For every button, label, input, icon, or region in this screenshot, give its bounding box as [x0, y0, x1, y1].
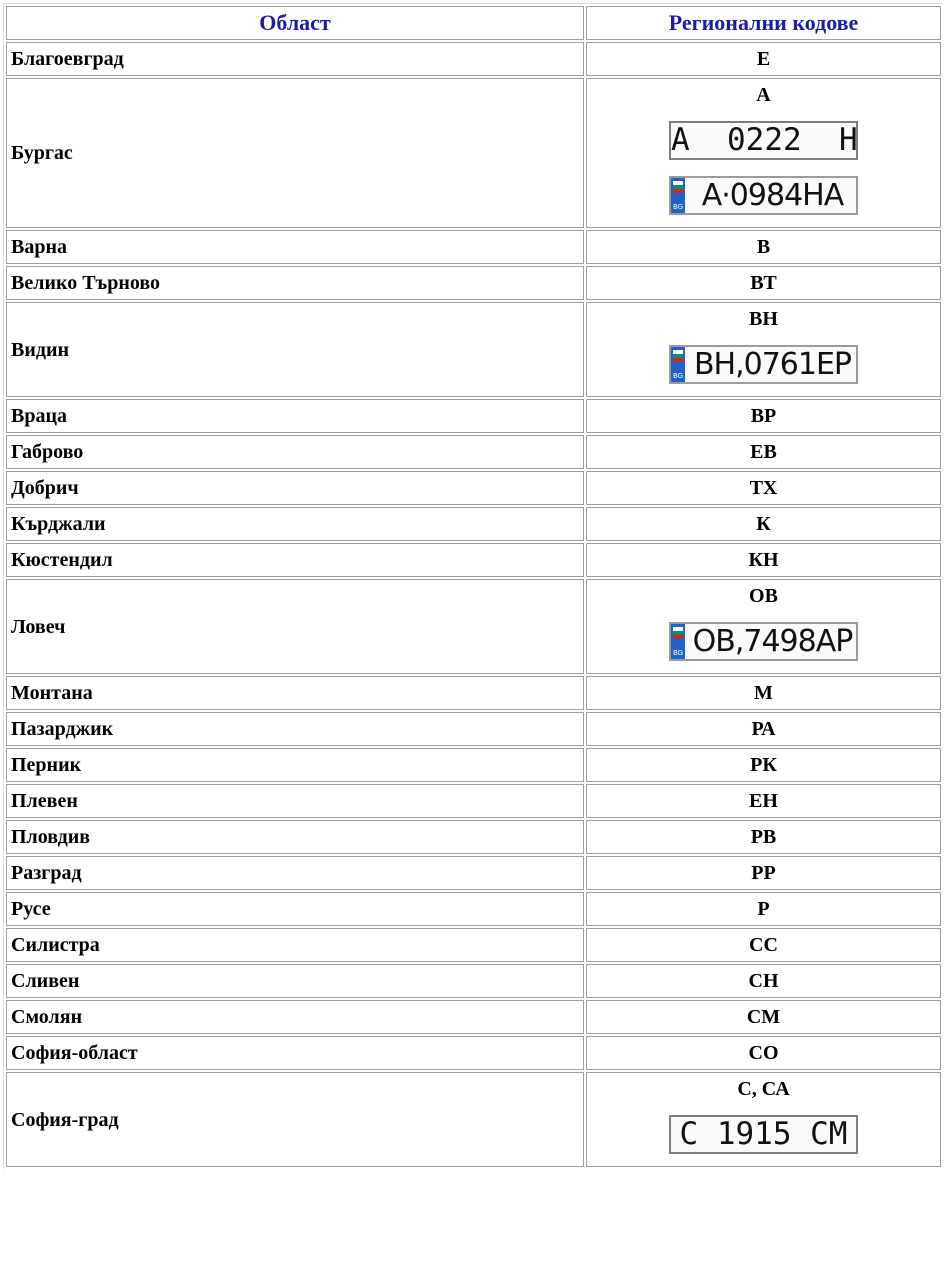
eu-license-plate: [669, 345, 858, 384]
region-header: Област: [6, 6, 584, 40]
region-code: СН: [748, 970, 779, 992]
region-code-cell: [586, 266, 941, 300]
region-name: Ловеч: [6, 579, 584, 674]
region-code-cell: [586, 471, 941, 505]
plate-examples: [591, 612, 936, 673]
region-name: Перник: [6, 748, 584, 782]
region-code: Р: [757, 898, 770, 920]
region-code-cell: [586, 784, 941, 818]
region-code-cell: [586, 748, 941, 782]
region-name: Монтана: [6, 676, 584, 710]
region-code-cell: [586, 302, 941, 397]
region-code-cell: [586, 856, 941, 890]
region-name: Враца: [6, 399, 584, 433]
region-code: ЕН: [749, 790, 778, 812]
region-code: ВР: [750, 405, 777, 427]
table-row: [6, 1036, 941, 1070]
table-row: [6, 856, 941, 890]
region-code-cell: [586, 892, 941, 926]
region-code-cell: [586, 230, 941, 264]
table-row: [6, 712, 941, 746]
region-code-cell: [586, 964, 941, 998]
region-name: Сливен: [6, 964, 584, 998]
table-row: [6, 579, 941, 674]
region-code: К: [756, 513, 771, 535]
table-row: [6, 1000, 941, 1034]
table-row: [6, 964, 941, 998]
region-code: ОВ: [749, 585, 778, 607]
region-code-cell: [586, 507, 941, 541]
region-code: А: [756, 84, 771, 106]
region-name: Плевен: [6, 784, 584, 818]
country-code-label: BG: [672, 203, 684, 211]
header-row: [6, 6, 941, 40]
region-code: С, СА: [737, 1078, 790, 1100]
plate-examples: [591, 1105, 936, 1166]
region-name: Смолян: [6, 1000, 584, 1034]
table-row: [6, 928, 941, 962]
region-code: СО: [748, 1042, 779, 1064]
region-code: Е: [756, 48, 771, 70]
region-code-cell: [586, 78, 941, 228]
country-code-label: BG: [672, 372, 684, 380]
region-name: София-област: [6, 1036, 584, 1070]
region-code: ЕВ: [750, 441, 777, 463]
region-codes-table: [3, 3, 943, 1169]
table-row: [6, 820, 941, 854]
plate-number: OB,7498AP: [692, 624, 853, 659]
page: [3, 3, 943, 1169]
table-row: [6, 399, 941, 433]
region-name: Бургас: [6, 78, 584, 228]
country-code-label: BG: [672, 649, 684, 657]
table-row: [6, 266, 941, 300]
region-code-cell: [586, 435, 941, 469]
region-code-cell: [586, 676, 941, 710]
table-row: [6, 78, 941, 228]
region-name: Силистра: [6, 928, 584, 962]
plate-examples: [591, 335, 936, 396]
table-row: [6, 507, 941, 541]
region-code-cell: [586, 1072, 941, 1167]
bulgarian-flag-icon: [673, 181, 683, 193]
region-name: Велико Търново: [6, 266, 584, 300]
region-code: КН: [748, 549, 779, 571]
table-body: [6, 42, 941, 1167]
table-row: [6, 1072, 941, 1167]
region-code: ВТ: [750, 272, 777, 294]
eu-band: [671, 624, 685, 659]
table-row: [6, 543, 941, 577]
region-name: Пазарджик: [6, 712, 584, 746]
eu-band: [671, 347, 685, 382]
region-code: РВ: [750, 826, 777, 848]
region-code: РР: [751, 862, 776, 884]
region-name: Варна: [6, 230, 584, 264]
region-code-cell: [586, 42, 941, 76]
bulgarian-flag-icon: [673, 627, 683, 639]
table-row: [6, 302, 941, 397]
region-code: ТХ: [749, 477, 778, 499]
region-name: Разград: [6, 856, 584, 890]
region-code: М: [754, 682, 773, 704]
bulgarian-flag-icon: [673, 350, 683, 362]
region-code: СМ: [746, 1006, 781, 1028]
region-code-cell: [586, 712, 941, 746]
region-name: Пловдив: [6, 820, 584, 854]
region-code-cell: [586, 399, 941, 433]
region-code-cell: [586, 1036, 941, 1070]
region-code: РА: [751, 718, 776, 740]
region-code-cell: [586, 928, 941, 962]
license-plate: [669, 1115, 858, 1154]
region-code: В: [756, 236, 771, 258]
plate-number: C 1915 CM: [679, 1116, 848, 1152]
plate-number: A 0222 H: [671, 122, 858, 158]
region-code: РК: [750, 754, 777, 776]
license-plate: [669, 121, 858, 160]
region-code-cell: [586, 579, 941, 674]
table-row: [6, 435, 941, 469]
table-row: [6, 892, 941, 926]
plate-examples: [591, 111, 936, 227]
table-row: [6, 784, 941, 818]
table-row: [6, 42, 941, 76]
region-code-cell: [586, 1000, 941, 1034]
codes-header: Регионални кодове: [586, 6, 941, 40]
eu-license-plate: [669, 622, 858, 661]
plate-number: BH,0761EP: [693, 347, 852, 382]
region-name: София-град: [6, 1072, 584, 1167]
region-name: Русе: [6, 892, 584, 926]
region-name: Добрич: [6, 471, 584, 505]
region-code: СС: [749, 934, 778, 956]
eu-band: [671, 178, 685, 213]
region-name: Благоевград: [6, 42, 584, 76]
region-code: ВН: [749, 308, 778, 330]
region-code-cell: [586, 820, 941, 854]
region-name: Габрово: [6, 435, 584, 469]
region-name: Кюстендил: [6, 543, 584, 577]
region-code-cell: [586, 543, 941, 577]
table-row: [6, 748, 941, 782]
table-row: [6, 471, 941, 505]
table-row: [6, 676, 941, 710]
region-name: Видин: [6, 302, 584, 397]
eu-license-plate: [669, 176, 858, 215]
table-row: [6, 230, 941, 264]
plate-number: A·0984HA: [701, 178, 844, 213]
region-name: Кърджали: [6, 507, 584, 541]
